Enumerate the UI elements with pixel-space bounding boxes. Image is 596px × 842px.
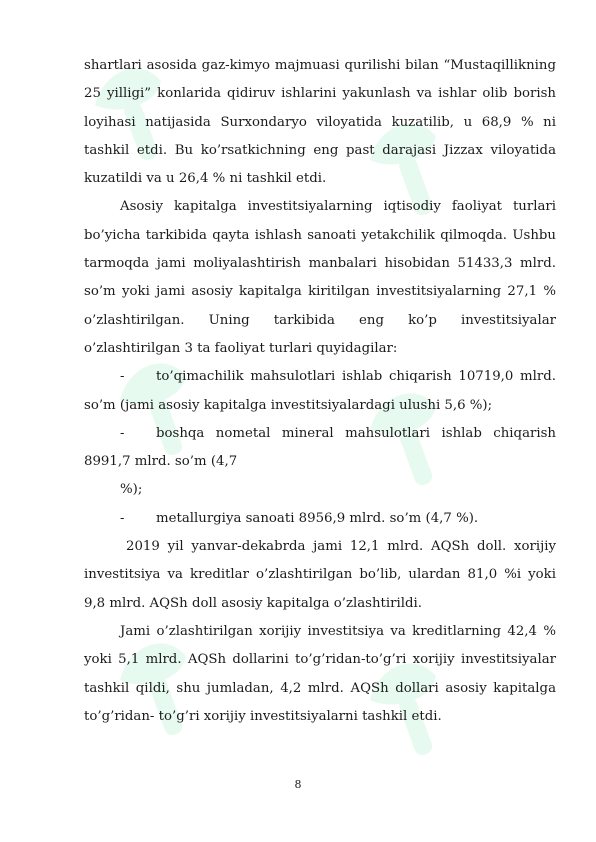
paragraph-4: Jami o’zlashtirilgan xorijiy investitsiya va kreditlarning 42,4 % yoki 5,1 mlrd. AQSh dollarini to’g’ridan-to’g’ri xorijiy investitsiyalar tashkil qildi, shu jumladan, 4,2 mlrd. AQSh dollari asosiy kapitalga to’g’ridan- to’g’ri xorijiy investitsiyalarni tashkil etdi.: [84, 623, 556, 724]
bullet-continuation: so’m (jami asosiy kapitalga investitsiyalardagi ulushi 5,6 %);: [84, 397, 493, 413]
bullet-text: to’qimachilik mahsulotlari ishlab chiqarish 10719,0 mlrd.: [156, 369, 556, 385]
list-item: [84, 505, 556, 533]
bullet-text: boshqa nometal mineral mahsulotlari ishlab chiqarish: [156, 425, 556, 441]
bullet-dash: -: [120, 369, 125, 385]
paragraph-3: 2019 yil yanvar-dekabrda jami 12,1 mlrd. AQSh doll. xorijiy investitsiya va kreditlar o’zlashtirilgan bo’lib, ulardan 81,0 %i yoki 9,8 mlrd. AQSh doll asosiy kapitalga o’zlashtirildi.: [84, 539, 556, 611]
bullet-text: metallurgiya sanoati 8956,9 mlrd. so’m (4,7 %).: [156, 510, 479, 526]
list-item: [84, 363, 556, 391]
list-item: [84, 420, 556, 448]
paragraph-2: Asosiy kapitalga investitsiyalarning iqtisodiy faoliyat turlari bo’yicha tarkibida qayta ishlash sanoati yetakchilik qilmoqda. Ushbu tarmoqda jami moliyalashtirish manbalari hisobidan 51433,3 mlrd. so’m yoki jami asosiy kapitalga kiritilgan investitsiyalarning 27,1 % o’zlashtirilgan. Uning tarkibida eng ko’p investitsiyalar o’zlashtirilgan 3 ta faoliyat turlari quyidagilar:: [84, 199, 556, 356]
bullet-continuation: 8991,7 mlrd. so’m (4,7: [84, 454, 238, 470]
bullet-continuation: %);: [120, 482, 143, 498]
bullet-list: [84, 363, 556, 533]
document-body: [84, 52, 556, 731]
paragraph-1: shartlari asosida gaz-kimyo majmuasi qurilishi bilan “Mustaqillikning 25 yilligi” konlarida qidiruv ishlarini yakunlash va ishlar olib borish loyihasi natijasida Surxondaryo viloyatida kuzatilib, u 68,9 % ni tashkil etdi. Bu ko’rsatkichning eng past darajasi Jizzax viloyatida kuzatildi va u 26,4 % ni tashkil etdi.: [84, 58, 556, 187]
bullet-dash: -: [120, 510, 125, 526]
page-number: 8: [294, 778, 302, 791]
bullet-dash: -: [120, 425, 125, 441]
